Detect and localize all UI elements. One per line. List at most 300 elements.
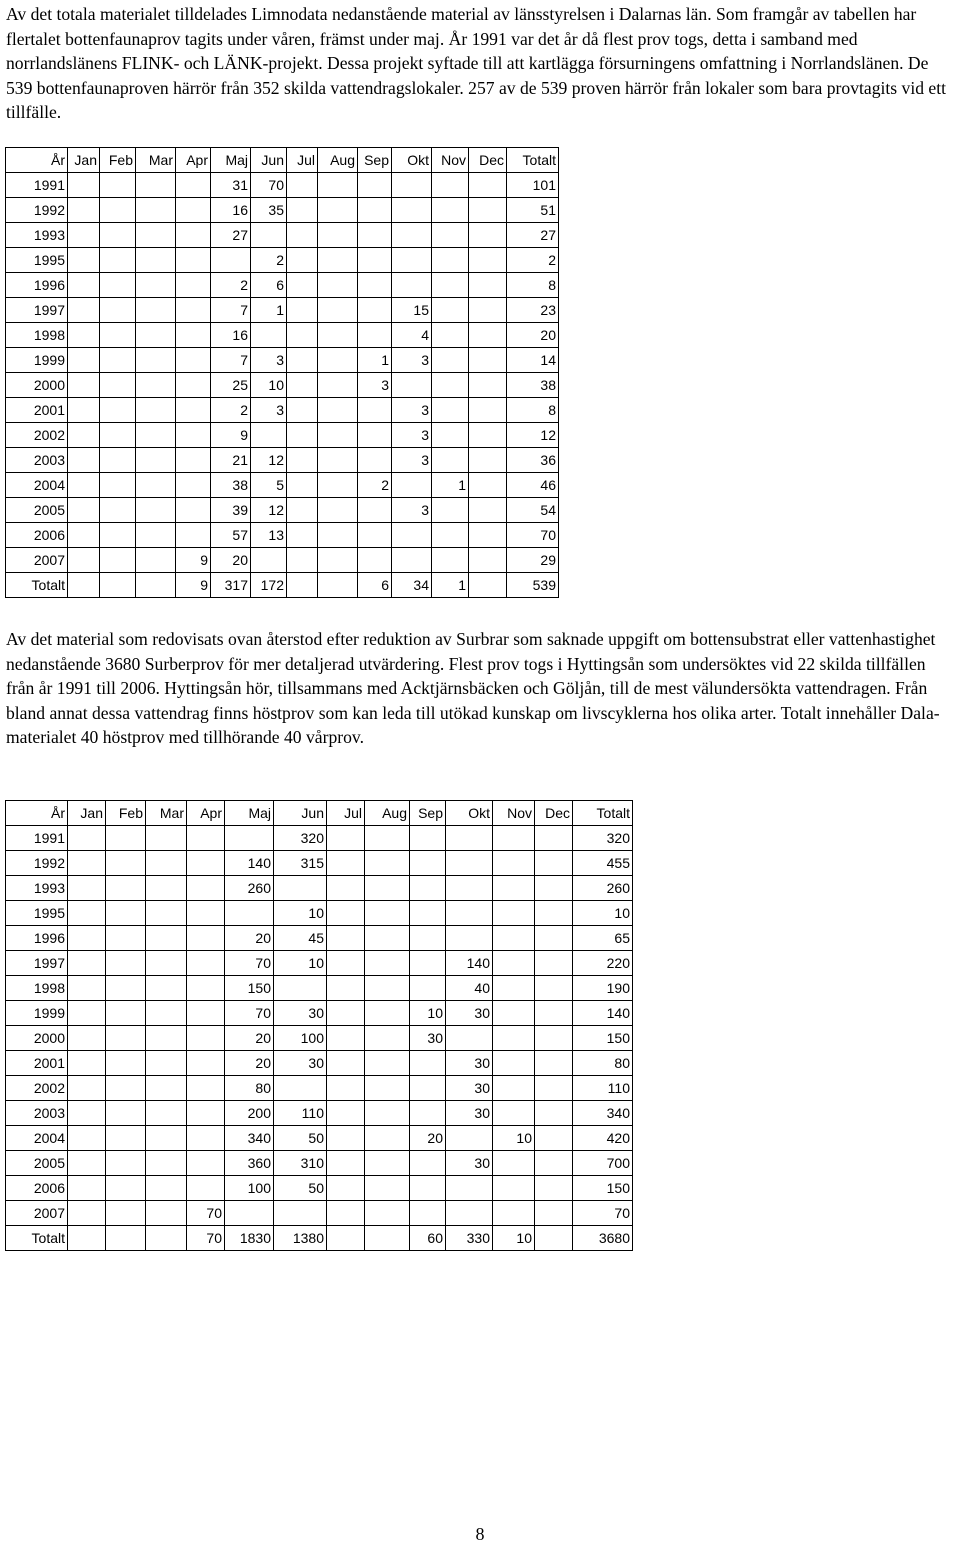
table-cell: 140 [573, 1001, 633, 1026]
table-cell [535, 1076, 573, 1101]
table-cell [68, 448, 100, 473]
row-label: 2000 [6, 373, 68, 398]
table-row [6, 373, 559, 398]
table-cell [176, 173, 211, 198]
table-cell: 340 [225, 1126, 274, 1151]
table-cell [318, 523, 358, 548]
table-cell [318, 173, 358, 198]
table-cell [100, 573, 136, 598]
table-cell [410, 876, 446, 901]
row-label: 2004 [6, 1126, 68, 1151]
table-cell [106, 926, 146, 951]
table-cell [106, 1051, 146, 1076]
table-cell [287, 273, 318, 298]
table-cell: 100 [274, 1026, 327, 1051]
table-cell [106, 1026, 146, 1051]
table-cell [327, 1026, 365, 1051]
table-cell [365, 1226, 410, 1251]
table-cell [146, 1076, 187, 1101]
table-row [6, 498, 559, 523]
table-cell [358, 548, 392, 573]
table-cell [251, 423, 287, 448]
table-cell [136, 198, 176, 223]
row-label: 1999 [6, 348, 68, 373]
table-cell: 70 [225, 1001, 274, 1026]
table-cell [287, 423, 318, 448]
table-cell: 30 [446, 1076, 493, 1101]
table-cell [68, 851, 106, 876]
table-cell [358, 398, 392, 423]
column-header: Totalt [573, 801, 633, 826]
table-cell: 20 [225, 1051, 274, 1076]
table-cell [432, 198, 469, 223]
table-cell [187, 826, 225, 851]
table-cell [68, 373, 100, 398]
table-cell [187, 926, 225, 951]
table-cell [106, 1001, 146, 1026]
table-cell [493, 1076, 535, 1101]
table-cell: 330 [446, 1226, 493, 1251]
table-row [6, 1151, 633, 1176]
table-cell [146, 976, 187, 1001]
table-cell [68, 323, 100, 348]
table-cell: 1 [432, 573, 469, 598]
table-cell: 21 [211, 448, 251, 473]
table-cell: 1 [358, 348, 392, 373]
table-cell: 30 [274, 1051, 327, 1076]
table-cell [469, 448, 507, 473]
table-cell [136, 223, 176, 248]
column-header: Feb [106, 801, 146, 826]
row-label: 2007 [6, 1201, 68, 1226]
row-label: 1992 [6, 851, 68, 876]
table-cell [410, 826, 446, 851]
table-cell [535, 1051, 573, 1076]
table-cell: 13 [251, 523, 287, 548]
table-cell [68, 951, 106, 976]
table-row [6, 398, 559, 423]
column-header: Apr [187, 801, 225, 826]
table-cell: 12 [251, 498, 287, 523]
table-cell [287, 223, 318, 248]
table-cell [469, 248, 507, 273]
table-cell: 3 [392, 398, 432, 423]
table-cell [365, 1176, 410, 1201]
table-cell [176, 198, 211, 223]
table-cell: 16 [211, 323, 251, 348]
table-cell [365, 1201, 410, 1226]
column-header: Sep [410, 801, 446, 826]
table-cell [432, 423, 469, 448]
table-cell [287, 523, 318, 548]
table-row [6, 473, 559, 498]
table-cell: 190 [573, 976, 633, 1001]
table-cell: 3 [392, 498, 432, 523]
table-cell [287, 398, 318, 423]
table-cell [100, 373, 136, 398]
table-row [6, 901, 633, 926]
table-cell [68, 273, 100, 298]
row-label: 1993 [6, 876, 68, 901]
table-cell [535, 1176, 573, 1201]
table-cell [358, 498, 392, 523]
table-cell [187, 1101, 225, 1126]
table-cell [410, 851, 446, 876]
table-cell [225, 901, 274, 926]
table-cell: 260 [573, 876, 633, 901]
table-cell [493, 1051, 535, 1076]
table-cell: 46 [507, 473, 559, 498]
table-cell [392, 248, 432, 273]
table-cell: 39 [211, 498, 251, 523]
table-cell [432, 548, 469, 573]
table-cell: 110 [274, 1101, 327, 1126]
table-cell [100, 348, 136, 373]
table-cell [493, 851, 535, 876]
table-cell [68, 1226, 106, 1251]
table-cell [68, 498, 100, 523]
table-cell [358, 198, 392, 223]
table-cell [136, 573, 176, 598]
table-cell: 700 [573, 1151, 633, 1176]
table-cell: 10 [573, 901, 633, 926]
table-cell [446, 826, 493, 851]
table-cell [287, 548, 318, 573]
table-cell: 31 [211, 173, 251, 198]
table-cell [100, 323, 136, 348]
column-header: Apr [176, 148, 211, 173]
table-cell [493, 926, 535, 951]
table-cell [68, 398, 100, 423]
column-header: Feb [100, 148, 136, 173]
table-cell [365, 1151, 410, 1176]
table-cell: 30 [446, 1101, 493, 1126]
table-cell [68, 1126, 106, 1151]
table-cell: 12 [507, 423, 559, 448]
table-cell: 9 [211, 423, 251, 448]
table-cell [535, 1201, 573, 1226]
column-header: Totalt [507, 148, 559, 173]
table-cell [176, 223, 211, 248]
table-cell: 3 [392, 423, 432, 448]
column-header: Okt [446, 801, 493, 826]
table-cell [327, 1176, 365, 1201]
table-cell [327, 1201, 365, 1226]
table-cell: 51 [507, 198, 559, 223]
table-cell [146, 1001, 187, 1026]
table-cell: 6 [251, 273, 287, 298]
intro-paragraph: Av det totala materialet tilldelades Limnodata nedanstående material av länsstyrelsen i Dalarnas län. Som framgår av tabellen har flertalet bottenfaunaprov tagits under våren, främst under maj. År 1991 var det år då flest prov togs, detta i samband med norrlandslänens FLINK- och LÄNK-projekt. Dessa projekt syftade till att kartlägga försurningens omfattning i Norrlandslänen. De 539 bottenfaunaproven härrör från 352 skilda vattendragslokaler. 257 av de 539 proven härrör från lokaler som bara provtagits vid ett tillfälle. [6, 4, 946, 123]
row-label: 1991 [6, 173, 68, 198]
table-cell [469, 423, 507, 448]
table-row [6, 1226, 633, 1251]
table-cell: 34 [392, 573, 432, 598]
table-cell [146, 1176, 187, 1201]
table-cell [535, 1101, 573, 1126]
table-cell [327, 901, 365, 926]
table-cell: 1830 [225, 1226, 274, 1251]
table-cell [392, 523, 432, 548]
table-cell [136, 448, 176, 473]
table-cell [146, 826, 187, 851]
table-cell [327, 1226, 365, 1251]
table-cell [365, 1051, 410, 1076]
table-cell [136, 248, 176, 273]
table-cell [68, 876, 106, 901]
table-cell [327, 876, 365, 901]
table-cell: 57 [211, 523, 251, 548]
table-cell [535, 826, 573, 851]
table-row [6, 523, 559, 548]
row-label: 2005 [6, 498, 68, 523]
table-cell: 2 [507, 248, 559, 273]
column-header: Mar [136, 148, 176, 173]
table-cell [225, 1201, 274, 1226]
table-cell [100, 398, 136, 423]
column-header: Aug [365, 801, 410, 826]
table-cell [176, 348, 211, 373]
table-cell [358, 248, 392, 273]
column-header: Jan [68, 148, 100, 173]
row-label: 1995 [6, 901, 68, 926]
table-cell [535, 976, 573, 1001]
table-cell [136, 348, 176, 373]
table-row [6, 1201, 633, 1226]
table-cell: 10 [274, 951, 327, 976]
table-cell [68, 473, 100, 498]
table-cell [535, 1151, 573, 1176]
table-cell [187, 951, 225, 976]
table-cell [327, 851, 365, 876]
table-cell [327, 951, 365, 976]
table-cell [469, 223, 507, 248]
table-cell [318, 473, 358, 498]
table-cell [327, 1101, 365, 1126]
table-cell [392, 273, 432, 298]
table-cell [106, 826, 146, 851]
table-cell [136, 173, 176, 198]
row-label: 1992 [6, 198, 68, 223]
row-label: 2002 [6, 1076, 68, 1101]
table-cell [146, 1201, 187, 1226]
table-cell [68, 423, 100, 448]
table-cell [392, 373, 432, 398]
column-header: Aug [318, 148, 358, 173]
table-cell: 30 [446, 1001, 493, 1026]
table-cell [287, 298, 318, 323]
page-number: 8 [475, 1524, 485, 1544]
table-cell: 420 [573, 1126, 633, 1151]
table-cell: 1 [251, 298, 287, 323]
row-label: 2003 [6, 448, 68, 473]
table-cell [365, 1001, 410, 1026]
table-cell [68, 1051, 106, 1076]
table-cell [358, 423, 392, 448]
table-cell [446, 1026, 493, 1051]
table-cell [432, 248, 469, 273]
table-cell [318, 223, 358, 248]
table-cell: 80 [225, 1076, 274, 1101]
column-header: Dec [469, 148, 507, 173]
table-row [6, 573, 559, 598]
table-cell [493, 876, 535, 901]
table-cell: 360 [225, 1151, 274, 1176]
table-cell [176, 298, 211, 323]
table-cell: 30 [410, 1026, 446, 1051]
column-header: Jun [274, 801, 327, 826]
table-cell [318, 298, 358, 323]
table-cell [327, 1151, 365, 1176]
row-label: 2004 [6, 473, 68, 498]
table-cell [318, 448, 358, 473]
table-cell [432, 173, 469, 198]
table-cell [318, 248, 358, 273]
table-row [6, 548, 559, 573]
table-row [6, 1051, 633, 1076]
column-header: Okt [392, 148, 432, 173]
table-cell [68, 1176, 106, 1201]
table-cell [287, 573, 318, 598]
table-cell [432, 273, 469, 298]
table-cell [392, 198, 432, 223]
table-cell [146, 1226, 187, 1251]
table-cell [146, 876, 187, 901]
table-cell: 38 [507, 373, 559, 398]
table-row [6, 223, 559, 248]
table-cell [146, 1051, 187, 1076]
column-header: Mar [146, 801, 187, 826]
table-cell: 20 [225, 926, 274, 951]
table-row [6, 423, 559, 448]
table-cell [493, 1101, 535, 1126]
table-cell [493, 1176, 535, 1201]
table-cell: 9 [176, 573, 211, 598]
table-cell [318, 198, 358, 223]
table-cell: 70 [187, 1201, 225, 1226]
table-cell [146, 926, 187, 951]
table-cell [318, 573, 358, 598]
table-cell: 30 [274, 1001, 327, 1026]
table-cell: 36 [507, 448, 559, 473]
table-cell: 6 [358, 573, 392, 598]
table-cell [68, 523, 100, 548]
table-cell [446, 926, 493, 951]
table-cell: 70 [225, 951, 274, 976]
table-cell [358, 223, 392, 248]
table-row [6, 876, 633, 901]
table-row [6, 298, 559, 323]
table-cell [68, 248, 100, 273]
table-row [6, 448, 559, 473]
column-header: Sep [358, 148, 392, 173]
table-cell [358, 298, 392, 323]
row-label: 1997 [6, 298, 68, 323]
table-cell [493, 976, 535, 1001]
row-label: 1995 [6, 248, 68, 273]
table-cell: 30 [446, 1151, 493, 1176]
table-cell: 2 [211, 398, 251, 423]
table-cell: 150 [573, 1176, 633, 1201]
table-cell [187, 1126, 225, 1151]
table-row [6, 1076, 633, 1101]
table-cell [68, 926, 106, 951]
table-cell [68, 548, 100, 573]
table-cell [251, 548, 287, 573]
table-cell [365, 951, 410, 976]
table-cell [358, 173, 392, 198]
table-row [6, 976, 633, 1001]
table-cell [432, 223, 469, 248]
table-cell [327, 1001, 365, 1026]
table-cell: 20 [507, 323, 559, 348]
table-cell: 45 [274, 926, 327, 951]
table-cell [100, 498, 136, 523]
table-cell [136, 423, 176, 448]
table-cell [432, 498, 469, 523]
table-row [6, 1026, 633, 1051]
table-cell [136, 548, 176, 573]
table-cell [187, 1001, 225, 1026]
table-cell [287, 498, 318, 523]
row-label: 1997 [6, 951, 68, 976]
table-row [6, 926, 633, 951]
table-cell [287, 248, 318, 273]
table-cell: 317 [211, 573, 251, 598]
table-cell: 455 [573, 851, 633, 876]
table-row [6, 1001, 633, 1026]
table-cell: 110 [573, 1076, 633, 1101]
table-cell [274, 976, 327, 1001]
table-cell [146, 1101, 187, 1126]
table-cell [493, 901, 535, 926]
table-cell [535, 876, 573, 901]
table-cell [446, 851, 493, 876]
table-cell [410, 1201, 446, 1226]
table-cell: 70 [573, 1201, 633, 1226]
table-cell: 80 [573, 1051, 633, 1076]
table-cell [327, 826, 365, 851]
row-label: 1998 [6, 976, 68, 1001]
table-cell [358, 323, 392, 348]
row-label: 2006 [6, 1176, 68, 1201]
table-cell [535, 1026, 573, 1051]
table-cell: 70 [251, 173, 287, 198]
table-cell [187, 1051, 225, 1076]
table-cell [176, 323, 211, 348]
table-cell: 310 [274, 1151, 327, 1176]
table-cell [469, 473, 507, 498]
table-cell [432, 373, 469, 398]
table-cell [146, 1126, 187, 1151]
table-cell: 7 [211, 348, 251, 373]
table-cell [176, 448, 211, 473]
table-cell [136, 298, 176, 323]
table-cell [469, 348, 507, 373]
table-cell: 20 [211, 548, 251, 573]
table-cell [100, 173, 136, 198]
table-cell: 70 [187, 1226, 225, 1251]
table-cell: 27 [507, 223, 559, 248]
row-label: 2003 [6, 1101, 68, 1126]
table-cell [68, 1201, 106, 1226]
reduction-paragraph: Av det material som redovisats ovan återstod efter reduktion av Surbrar som saknade uppgift om bottensubstrat eller vattenhastighet nedanstående 3680 Surberprov för mer detaljerad utvärdering. Flest prov togs i Hyttingsån som undersöktes vid 22 skilda tillfällen från år 1991 till 2006. Hyttingsån hör, tillsammans med Acktjärnsbäcken och Göljån, till de mest välundersökta vattendragen. Från bland annat dessa vattendrag finns höstprov som kan leda till utökad kunskap om livscyklerna hos olika arter. Totalt innehåller Dala-materialet 40 höstprov med tillhörande 40 vårprov. [6, 629, 940, 748]
table-cell [287, 373, 318, 398]
table-cell: 8 [507, 273, 559, 298]
table-cell [136, 273, 176, 298]
table-cell: 9 [176, 548, 211, 573]
table-cell: 220 [573, 951, 633, 976]
table-cell [469, 298, 507, 323]
